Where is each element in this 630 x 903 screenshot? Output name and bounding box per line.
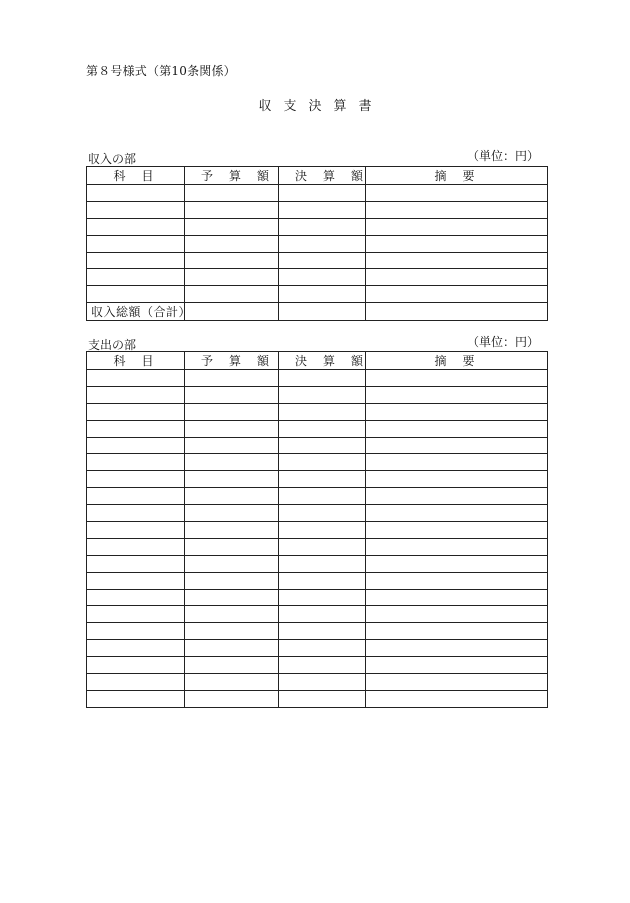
income-budget-cell[interactable] <box>185 252 279 269</box>
expense-actual-cell[interactable] <box>279 454 366 471</box>
expense-actual-cell[interactable] <box>279 505 366 522</box>
income-total-budget-cell[interactable] <box>185 303 279 321</box>
income-actual-cell[interactable] <box>279 252 366 269</box>
expense-budget-cell[interactable] <box>185 623 279 640</box>
expense-header-row <box>87 352 548 370</box>
expense-item-cell[interactable] <box>87 538 185 555</box>
expense-table-row <box>87 640 548 657</box>
expense-remarks-cell[interactable] <box>366 674 548 691</box>
income-actual-cell[interactable] <box>279 218 366 235</box>
income-actual-cell[interactable] <box>279 185 366 202</box>
expense-table-row <box>87 471 548 488</box>
expense-budget-cell[interactable] <box>185 572 279 589</box>
expense-unit-label: （単位：円） <box>466 335 539 349</box>
expense-actual-cell[interactable] <box>279 572 366 589</box>
expense-remarks-cell[interactable] <box>366 555 548 572</box>
income-item-cell[interactable] <box>87 286 185 303</box>
expense-item-cell[interactable] <box>87 674 185 691</box>
expense-table-row <box>87 572 548 589</box>
expense-item-cell[interactable] <box>87 454 185 471</box>
expense-actual-cell[interactable] <box>279 623 366 640</box>
income-item-cell[interactable] <box>87 252 185 269</box>
expense-remarks-cell[interactable] <box>366 538 548 555</box>
expense-actual-cell[interactable] <box>279 538 366 555</box>
income-item-cell[interactable] <box>87 201 185 218</box>
expense-actual-cell[interactable] <box>279 589 366 606</box>
expense-budget-cell[interactable] <box>185 589 279 606</box>
expense-item-cell[interactable] <box>87 690 185 707</box>
expense-budget-cell[interactable] <box>185 606 279 623</box>
income-remarks-cell[interactable] <box>366 286 548 303</box>
expense-remarks-cell[interactable] <box>366 690 548 707</box>
expense-table-row <box>87 522 548 539</box>
expense-table-row <box>87 454 548 471</box>
column-header-actual: 決算額 <box>279 352 366 370</box>
expense-budget-cell[interactable] <box>185 674 279 691</box>
expense-table-row <box>87 403 548 420</box>
income-rows <box>87 185 548 303</box>
income-budget-cell[interactable] <box>185 185 279 202</box>
expense-remarks-cell[interactable] <box>366 589 548 606</box>
expense-budget-cell[interactable] <box>185 640 279 657</box>
expense-budget-cell[interactable] <box>185 386 279 403</box>
expense-remarks-cell[interactable] <box>366 623 548 640</box>
expense-budget-cell[interactable] <box>185 403 279 420</box>
income-header-row <box>87 167 548 185</box>
income-item-cell[interactable] <box>87 269 185 286</box>
expense-actual-cell[interactable] <box>279 420 366 437</box>
expense-actual-cell[interactable] <box>279 606 366 623</box>
income-table-row <box>87 201 548 218</box>
income-actual-cell[interactable] <box>279 286 366 303</box>
expense-budget-cell[interactable] <box>185 538 279 555</box>
expense-budget-cell[interactable] <box>185 657 279 674</box>
expense-item-cell[interactable] <box>87 640 185 657</box>
income-remarks-cell[interactable] <box>366 235 548 252</box>
expense-budget-cell[interactable] <box>185 420 279 437</box>
expense-remarks-cell[interactable] <box>366 505 548 522</box>
expense-budget-cell[interactable] <box>185 522 279 539</box>
expense-remarks-cell[interactable] <box>366 403 548 420</box>
expense-actual-cell[interactable] <box>279 690 366 707</box>
income-remarks-cell[interactable] <box>366 218 548 235</box>
expense-remarks-cell[interactable] <box>366 488 548 505</box>
expense-budget-cell[interactable] <box>185 555 279 572</box>
expense-remarks-cell[interactable] <box>366 386 548 403</box>
expense-table-row <box>87 386 548 403</box>
expense-actual-cell[interactable] <box>279 437 366 454</box>
income-budget-cell[interactable] <box>185 269 279 286</box>
expense-table-row <box>87 589 548 606</box>
expense-table-row <box>87 505 548 522</box>
expense-budget-cell[interactable] <box>185 690 279 707</box>
expense-budget-cell[interactable] <box>185 454 279 471</box>
form-number: 第８号様式（第10条関係） <box>86 64 236 78</box>
income-remarks-cell[interactable] <box>366 185 548 202</box>
income-total-row <box>87 303 548 321</box>
expense-remarks-cell[interactable] <box>366 657 548 674</box>
column-header-remarks: 摘要 <box>366 167 548 185</box>
expense-item-cell[interactable] <box>87 471 185 488</box>
expense-budget-cell[interactable] <box>185 488 279 505</box>
expense-item-cell[interactable] <box>87 403 185 420</box>
income-table-row <box>87 185 548 202</box>
income-budget-cell[interactable] <box>185 218 279 235</box>
expense-actual-cell[interactable] <box>279 370 366 387</box>
expense-item-cell[interactable] <box>87 623 185 640</box>
income-table-row <box>87 218 548 235</box>
expense-table-row <box>87 674 548 691</box>
income-unit-label: （単位：円） <box>466 149 539 163</box>
expense-actual-cell[interactable] <box>279 657 366 674</box>
income-budget-cell[interactable] <box>185 235 279 252</box>
expense-item-cell[interactable] <box>87 589 185 606</box>
expense-remarks-cell[interactable] <box>366 437 548 454</box>
expense-item-cell[interactable] <box>87 657 185 674</box>
expense-actual-cell[interactable] <box>279 555 366 572</box>
expense-actual-cell[interactable] <box>279 522 366 539</box>
document-title: 収支決算書 <box>258 99 384 114</box>
expense-item-cell[interactable] <box>87 505 185 522</box>
column-header-remarks: 摘要 <box>366 352 548 370</box>
column-header-item: 科目 <box>87 352 185 370</box>
income-actual-cell[interactable] <box>279 269 366 286</box>
expense-item-cell[interactable] <box>87 386 185 403</box>
expense-budget-cell[interactable] <box>185 437 279 454</box>
expense-table <box>86 351 548 708</box>
expense-remarks-cell[interactable] <box>366 572 548 589</box>
expense-table-row <box>87 437 548 454</box>
income-section-label: 収入の部 <box>88 152 137 166</box>
income-budget-cell[interactable] <box>185 286 279 303</box>
expense-table-row <box>87 538 548 555</box>
column-header-item: 科目 <box>87 167 185 185</box>
expense-actual-cell[interactable] <box>279 640 366 657</box>
column-header-actual: 決算額 <box>279 167 366 185</box>
expense-table-row <box>87 370 548 387</box>
expense-table-row <box>87 555 548 572</box>
expense-table-row <box>87 657 548 674</box>
income-actual-cell[interactable] <box>279 235 366 252</box>
expense-actual-cell[interactable] <box>279 674 366 691</box>
expense-item-cell[interactable] <box>87 370 185 387</box>
income-table-row <box>87 286 548 303</box>
income-remarks-cell[interactable] <box>366 201 548 218</box>
expense-table-row <box>87 606 548 623</box>
expense-remarks-cell[interactable] <box>366 471 548 488</box>
expense-item-cell[interactable] <box>87 572 185 589</box>
expense-actual-cell[interactable] <box>279 471 366 488</box>
expense-table-row <box>87 623 548 640</box>
expense-remarks-cell[interactable] <box>366 370 548 387</box>
income-total-remarks-cell[interactable] <box>366 303 548 321</box>
income-item-cell[interactable] <box>87 235 185 252</box>
expense-table-row <box>87 488 548 505</box>
expense-actual-cell[interactable] <box>279 403 366 420</box>
income-table <box>86 166 548 321</box>
income-table-row <box>87 269 548 286</box>
expense-remarks-cell[interactable] <box>366 454 548 471</box>
income-budget-cell[interactable] <box>185 201 279 218</box>
expense-actual-cell[interactable] <box>279 386 366 403</box>
income-remarks-cell[interactable] <box>366 269 548 286</box>
expense-budget-cell[interactable] <box>185 471 279 488</box>
expense-item-cell[interactable] <box>87 420 185 437</box>
expense-remarks-cell[interactable] <box>366 640 548 657</box>
income-total-label: 収入総額（合計） <box>87 303 185 321</box>
column-header-budget: 予算額 <box>185 167 279 185</box>
income-total-actual-cell[interactable] <box>279 303 366 321</box>
expense-rows <box>87 370 548 708</box>
income-table-row <box>87 252 548 269</box>
column-header-budget: 予算額 <box>185 352 279 370</box>
expense-item-cell[interactable] <box>87 555 185 572</box>
income-remarks-cell[interactable] <box>366 252 548 269</box>
expense-remarks-cell[interactable] <box>366 606 548 623</box>
expense-table-row <box>87 420 548 437</box>
income-item-cell[interactable] <box>87 218 185 235</box>
expense-item-cell[interactable] <box>87 437 185 454</box>
expense-budget-cell[interactable] <box>185 370 279 387</box>
expense-section-label: 支出の部 <box>88 338 137 352</box>
expense-remarks-cell[interactable] <box>366 420 548 437</box>
expense-budget-cell[interactable] <box>185 505 279 522</box>
expense-remarks-cell[interactable] <box>366 522 548 539</box>
income-item-cell[interactable] <box>87 185 185 202</box>
expense-item-cell[interactable] <box>87 606 185 623</box>
expense-table-row <box>87 690 548 707</box>
income-table-row <box>87 235 548 252</box>
expense-actual-cell[interactable] <box>279 488 366 505</box>
expense-item-cell[interactable] <box>87 488 185 505</box>
expense-item-cell[interactable] <box>87 522 185 539</box>
income-actual-cell[interactable] <box>279 201 366 218</box>
